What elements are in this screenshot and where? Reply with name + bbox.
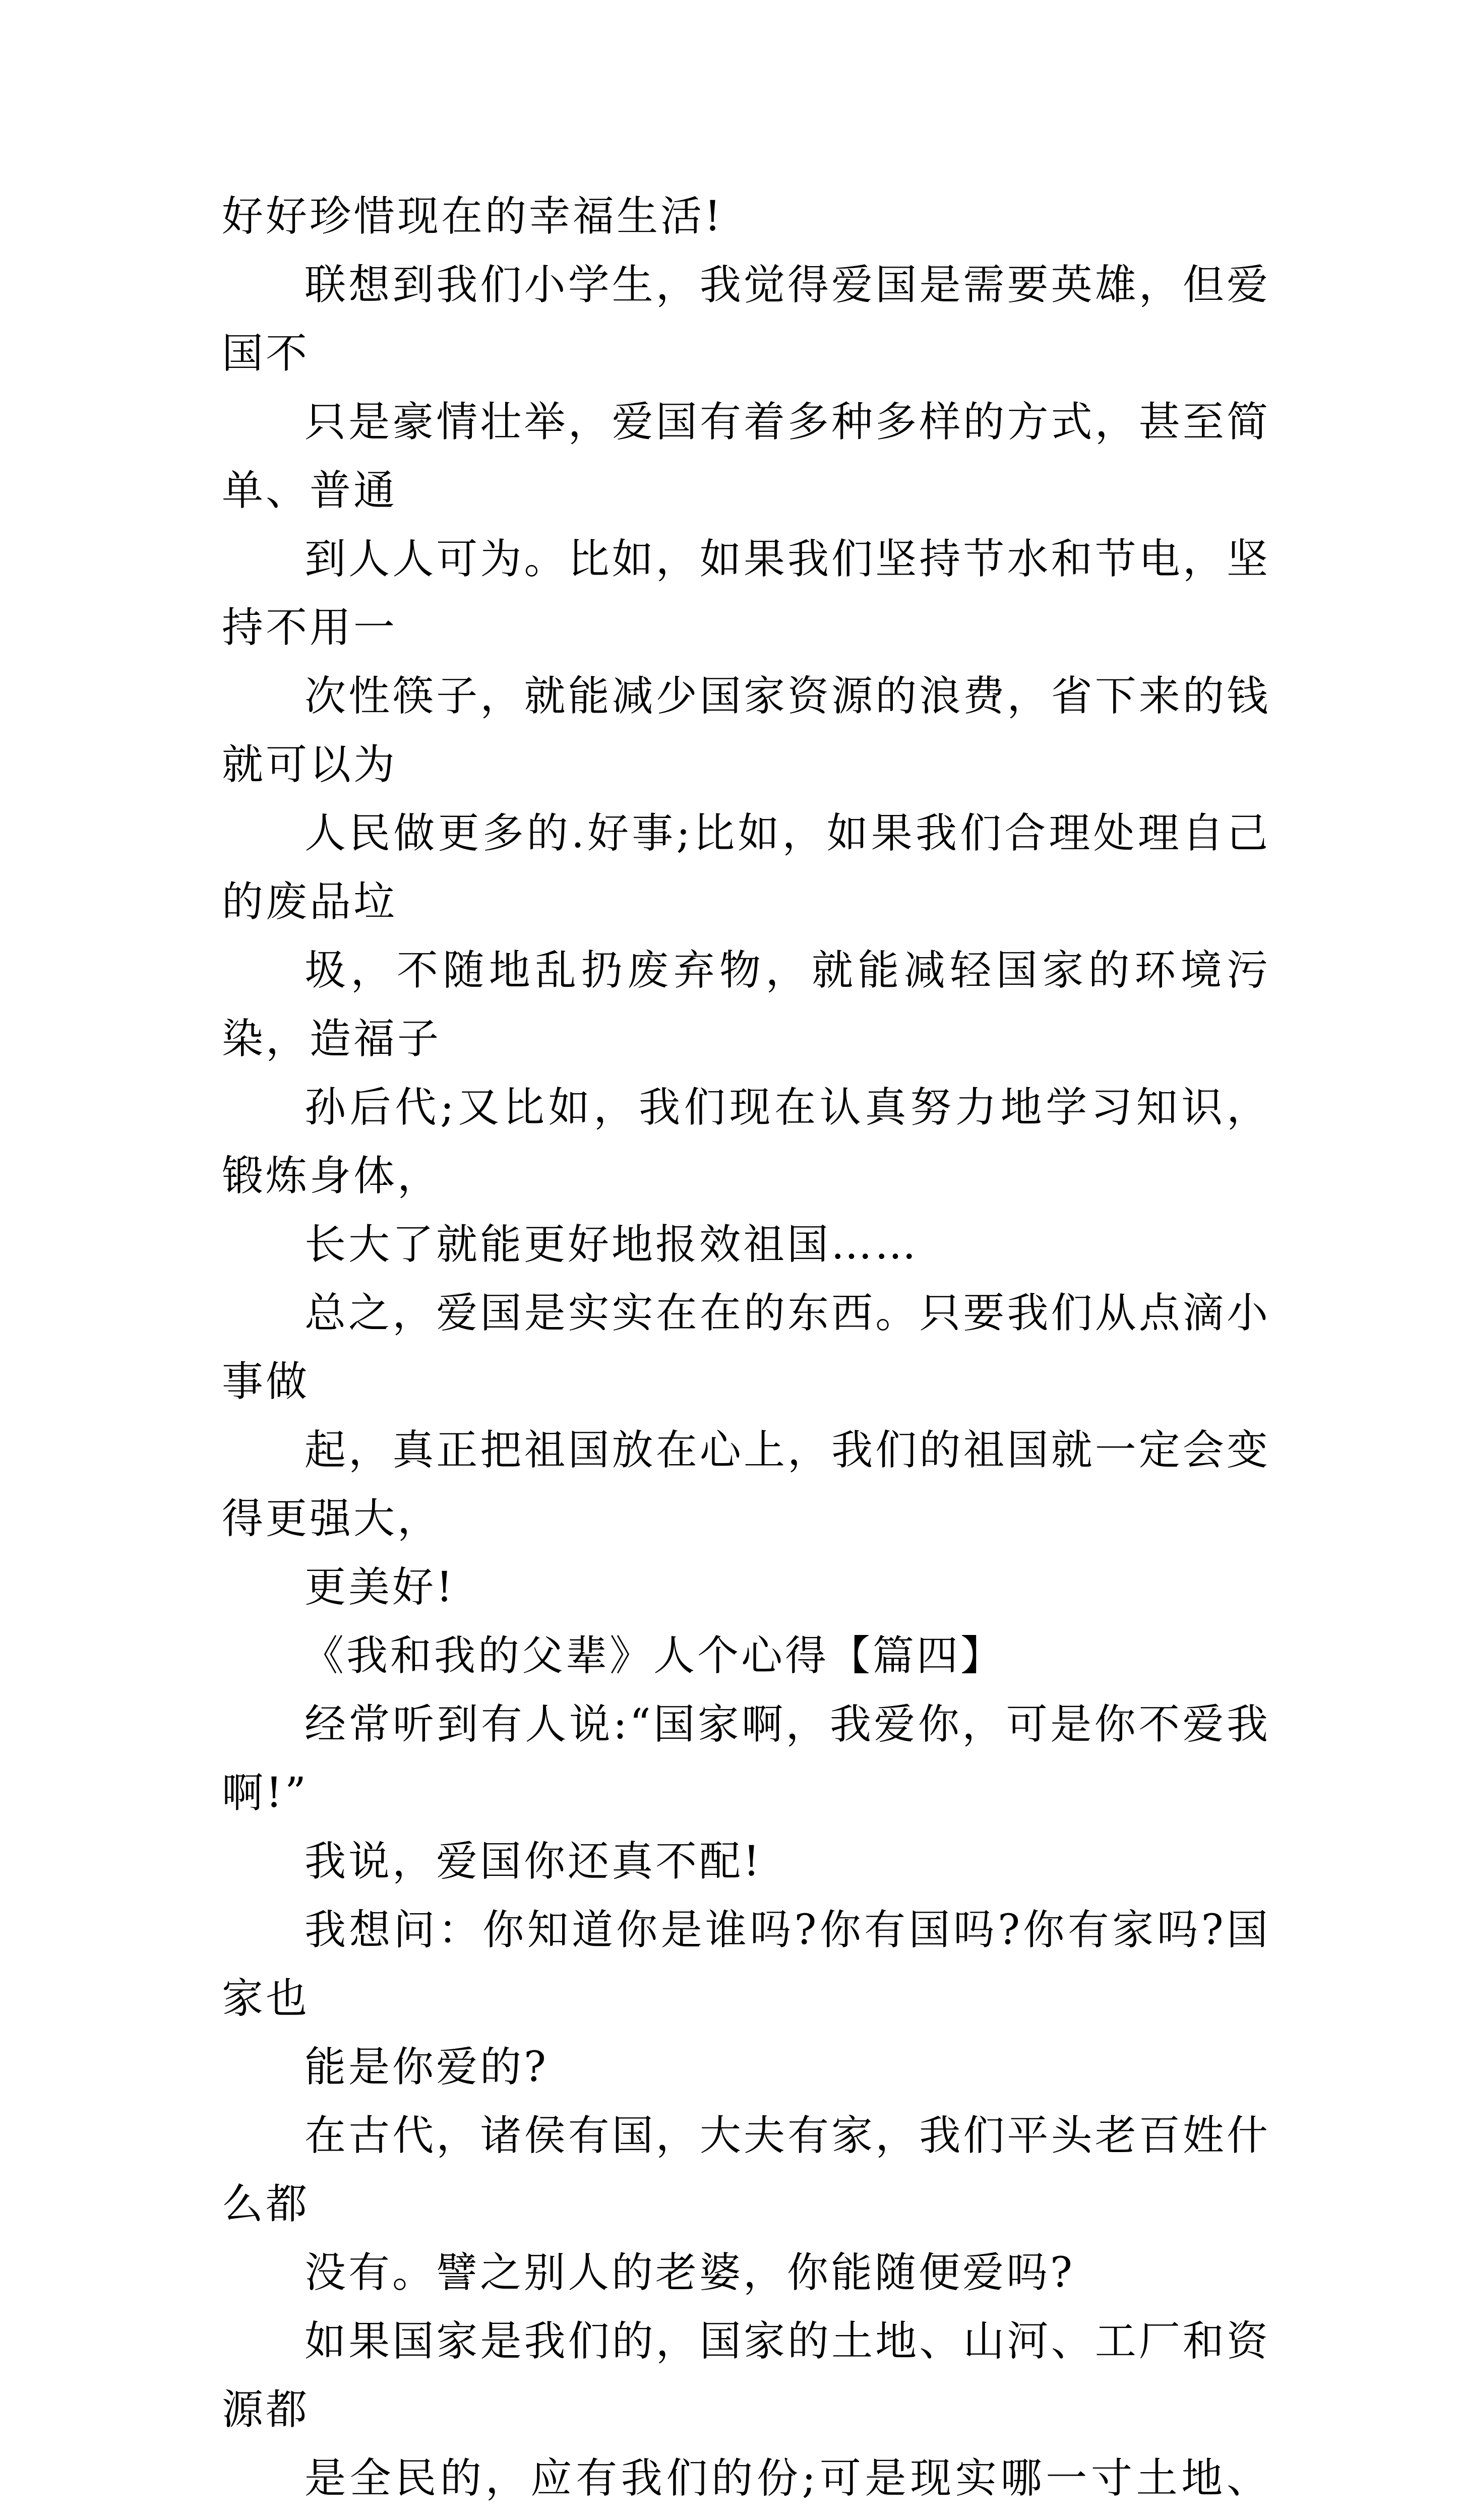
text-line: 在古代，诸侯有国，大夫有家，我们平头老百姓什么都 xyxy=(222,2112,1270,2228)
paragraph-2 xyxy=(222,251,1270,1279)
text-line: 次性筷子，就能减少国家资源的浪费，省下来的钱就可以为 xyxy=(222,672,1270,789)
text-line: 人民做更多的.好事;比如，如果我们合理处理自己的废品垃 xyxy=(222,809,1270,926)
text-line: 孙后代;又比如，我们现在认真努力地学习知识，锻炼身体， xyxy=(222,1084,1270,1200)
paragraph-5 xyxy=(222,1690,1270,1828)
text-line: 只是豪情壮举，爱国有着多种多样的方式，甚至简单、普通 xyxy=(222,398,1270,515)
paragraph-1 xyxy=(222,182,1270,251)
paragraph-6 xyxy=(222,1828,1270,1896)
text-line: 经常听到有人说:“国家啊，我爱你，可是你不爱我啊!” xyxy=(222,1700,1270,1817)
text-line: 更美好! xyxy=(305,1563,455,1611)
text-line: 联想到我们小学生，我觉得爱国是需要英雄，但爱国不 xyxy=(222,261,1270,377)
paragraph-8 xyxy=(222,2102,1270,2307)
section-heading xyxy=(222,1622,1270,1690)
document-body xyxy=(222,182,1270,2520)
paragraph-9 xyxy=(222,2307,1270,2520)
paragraph-7 xyxy=(222,1896,1270,2102)
text-line: 没有。譬之别人的老婆，你能随便爱吗? xyxy=(305,2249,1075,2297)
text-line: 长大了就能更好地报效祖国…… xyxy=(305,1221,919,1269)
text-line: 起，真正把祖国放在心上，我们的祖国就一定会变得更强大， xyxy=(222,1426,1270,1543)
text-line: 圾，不随地乱扔废弃物，就能减轻国家的环境污染，造福子 xyxy=(222,947,1270,1063)
text-line: 我说，爱国你还真不配! xyxy=(305,1838,762,1885)
text-line: 我想问：你知道你是谁吗?你有国吗?你有家吗?国家也 xyxy=(222,1906,1270,2023)
text-line: 总之，爱国是实实在在的东西。只要我们从点滴小事做 xyxy=(222,1289,1270,1406)
text-line: 如果国家是我们的，国家的土地、山河、工厂和资源都 xyxy=(222,2317,1270,2434)
paragraph-3 xyxy=(222,1279,1270,1622)
text-line: 是全民的，应有我们的份;可是现实哪一寸土地、 xyxy=(305,2454,1270,2502)
text-line: 能是你爱的? xyxy=(305,2043,549,2091)
text-line: 好好珍惜现在的幸福生活! xyxy=(222,193,723,240)
text-line: 到人人可为。比如，如果我们坚持节水和节电，坚持不用一 xyxy=(222,535,1270,652)
heading-text: 《我和我的父辈》人个心得【篇四】 xyxy=(302,1632,1005,1680)
